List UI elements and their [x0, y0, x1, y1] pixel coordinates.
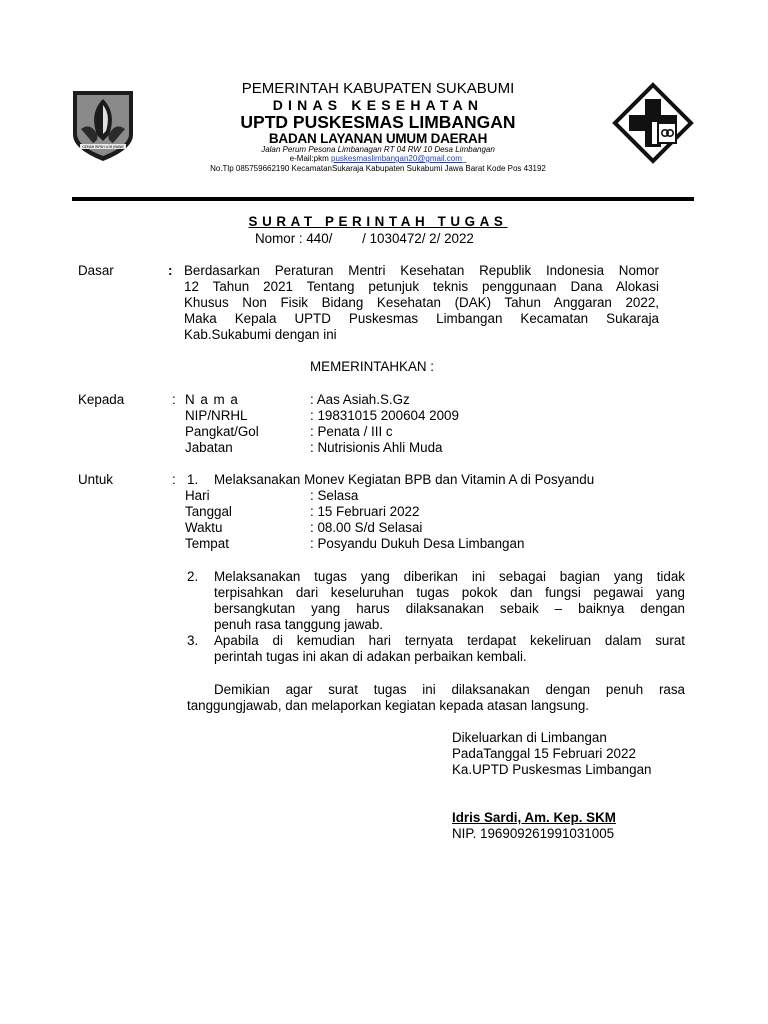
untuk-field: Hari — [185, 488, 210, 503]
document-number: Nomor : 440/ / 1030472/ 2/ 2022 — [255, 231, 474, 246]
untuk-colon: : — [172, 472, 176, 487]
untuk-item-line: Melaksanakan tugas yang diberikan ini sebagai bagian yang tidak — [214, 569, 685, 584]
letterhead-address: Jalan Perum Pesona Limbanagan RT 04 RW 10 Desa Limbangan — [261, 145, 495, 154]
closing-line: Demikian agar surat tugas ini dilaksanakan dengan penuh rasa — [214, 682, 685, 697]
untuk-item-line: Apabila di kemudian hari ternyata terdapat kekeliruan dalam surat — [214, 633, 685, 648]
untuk-item-line: terpisahkan dari keseluruhan tugas pokok dan fungsi pegawai yang — [214, 585, 685, 600]
dasar-line: Kab.Sukabumi dengan ini — [184, 327, 337, 342]
untuk-item-number: 3. — [187, 633, 199, 648]
signatory-name: Idris Sardi, Am. Kep. SKM — [452, 810, 616, 825]
kepada-value: : 19831015 200604 2009 — [310, 408, 459, 423]
letterhead-puskesmas: UPTD PUSKESMAS LIMBANGAN — [240, 112, 516, 132]
closing-line: tanggungjawab, dan melaporkan kegiatan kepada atasan langsung. — [187, 698, 590, 713]
logo-motto: GEMAH RIPAH LOH JINAWI — [82, 145, 124, 149]
kepada-value: : Nutrisionis Ahli Muda — [310, 440, 443, 455]
letterhead-contact: No.Tlp 085759662190 KecamatanSukaraja Kabupaten Sukabumi Jawa Barat Kode Pos 43192 — [210, 164, 546, 173]
untuk-item-line: bersangkutan yang harus dilaksanakan sebaik – baiknya dengan — [214, 601, 685, 616]
kepada-field: N a m a — [185, 392, 239, 407]
email-link[interactable]: puskesmaslimbangan20@gmail.com — [331, 154, 462, 163]
dasar-label: Dasar — [78, 263, 114, 278]
letterhead-divider — [72, 197, 694, 201]
puskesmas-logo — [612, 82, 694, 164]
signatory-nip: NIP. 196909261991031005 — [452, 826, 615, 841]
untuk-value: : Selasa — [310, 488, 359, 503]
email-label: e-Mail:pkm — [289, 154, 332, 163]
letterhead-agency: DINAS KESEHATAN — [272, 97, 484, 113]
dasar-line: Berdasarkan Peraturan Mentri Kesehatan Republik Indonesia Nomor — [184, 263, 659, 278]
letterhead-email-line — [150, 154, 606, 164]
untuk-item-text: Melaksanakan Monev Kegiatan BPB dan Vitamin A di Posyandu — [214, 472, 595, 487]
untuk-value: : Posyandu Dukuh Desa Limbangan — [310, 536, 525, 551]
kepada-colon: : — [172, 392, 176, 407]
kepada-value: : Penata / III c — [310, 424, 393, 439]
untuk-item-number: 2. — [187, 569, 199, 584]
email-suffix: _ — [461, 154, 467, 163]
untuk-field: Tempat — [185, 536, 229, 551]
untuk-value: : 15 Februari 2022 — [310, 504, 420, 519]
memerintahkan-heading: MEMERINTAHKAN : — [310, 359, 434, 374]
kepada-value: : Aas Asiah.S.Gz — [310, 392, 410, 407]
untuk-field: Tanggal — [185, 504, 232, 519]
kepada-label: Kepada — [78, 392, 125, 407]
letterhead-government: PEMERINTAH KABUPATEN SUKABUMI — [241, 80, 515, 97]
signature-place: Dikeluarkan di Limbangan — [452, 730, 607, 745]
dasar-line: Maka Kepala UPTD Puskesmas Limbangan Kecamatan Sukaraja — [184, 311, 659, 326]
untuk-item-line: perintah tugas ini akan di adakan perbaikan kembali. — [214, 649, 527, 664]
untuk-label: Untuk — [78, 472, 113, 487]
kepada-field: Jabatan — [185, 440, 233, 455]
letterhead-blud: BADAN LAYANAN UMUM DAERAH — [268, 131, 488, 146]
dasar-colon: : — [168, 263, 173, 278]
signature-office: Ka.UPTD Puskesmas Limbangan — [452, 762, 652, 777]
untuk-item-line: penuh rasa tanggung jawab. — [214, 617, 384, 632]
untuk-value: : 08.00 S/d Selasai — [310, 520, 423, 535]
kepada-field: Pangkat/Gol — [185, 424, 259, 439]
kabupaten-sukabumi-logo — [71, 89, 135, 163]
untuk-field: Waktu — [185, 520, 223, 535]
untuk-item-number: 1. — [187, 472, 199, 487]
dasar-line: 12 Tahun 2021 Tentang petunjuk teknis penggunaan Dana Alokasi — [184, 279, 659, 294]
kepada-field: NIP/NRHL — [185, 408, 248, 423]
document-title: SURAT PERINTAH TUGAS — [248, 214, 508, 229]
dasar-line: Khusus Non Fisik Bidang Kesehatan (DAK) Tahun Anggaran 2022, — [184, 295, 659, 310]
signature-date: PadaTanggal 15 Februari 2022 — [452, 746, 636, 761]
